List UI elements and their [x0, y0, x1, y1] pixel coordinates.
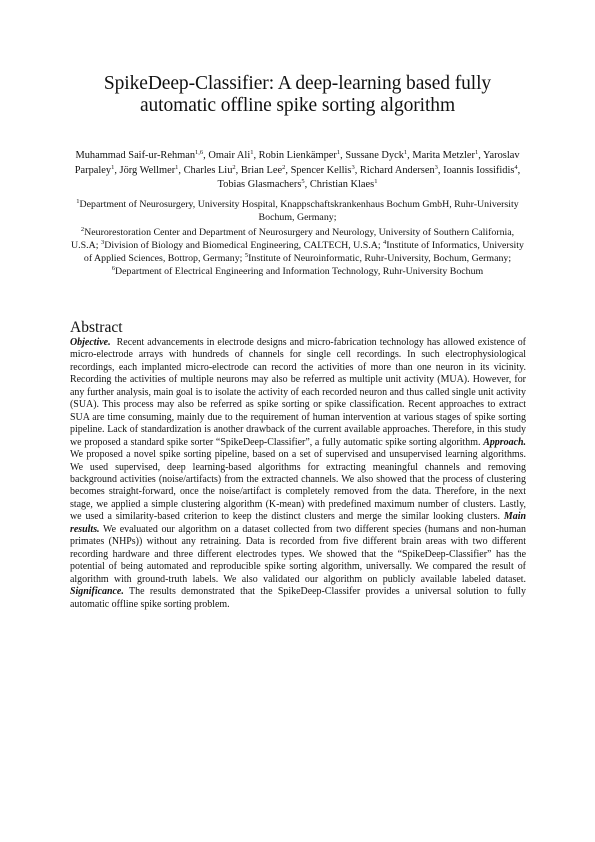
affiliation-mark: 2	[80, 225, 85, 233]
author-name: Yaroslav Parpaley	[74, 150, 520, 176]
paper-title: SpikeDeep-Classifier: A deep-learning based fully automatic offline spike sorting algorithm	[103, 73, 492, 116]
author-name: Brian Lee	[240, 164, 283, 176]
abstract-heading: Abstract	[70, 319, 123, 336]
affiliation-mark: 1	[76, 198, 80, 205]
author-name: Marita Metzler	[412, 150, 475, 161]
author-affiliation-mark: 3	[434, 163, 438, 171]
author-affiliation-mark: 3	[351, 163, 355, 171]
objective-label: Objective.	[70, 337, 111, 348]
significance-text: The results demonstrated that the SpikeDeep-Classifer provides a universal solution to fully automatic offline spike sorting problem.	[70, 586, 526, 610]
results-label: Main results.	[70, 511, 527, 535]
abstract-body	[70, 337, 526, 611]
author-name: Sussane Dyck	[345, 150, 404, 161]
author-affiliation-mark: 1	[403, 149, 408, 156]
affiliation-text: Department of Neurosurgery, University Hospital, Knappschaftskrankenhaus Bochum GmbH, Ruhr-University Bochum, Germany;	[79, 199, 519, 224]
approach-label: Approach.	[483, 436, 526, 448]
author-affiliation-mark: 4	[514, 163, 518, 171]
affiliation-paragraph	[66, 198, 529, 225]
author-name: Christian Klaes	[309, 179, 375, 190]
results-text: We evaluated our algorithm on a dataset collected from two different species (humans and non-human primates (NHPs)) without any retraining. Data is recorded from five different brain areas with two different recording hardware and three different electrodes types. We showed that the “SpikeDeep-Classifier” has the potential of being automated and reproducible spike sorting algorithm, universally. We compared the result of algorithm with ground-truth labels. We also validated our algorithm on publicly available labeled dataset.	[70, 523, 526, 585]
author-affiliation-mark: 1	[111, 163, 115, 171]
author-list: Muhammad Saif-ur-Rehman$^{1,6}$, Omair Ali$^1$, Robin Lienkämper$^1$, Sussane Dyck$^1$, Marita Metzler$^1$, Yaroslav Parpaley$^1$, Jörg Wellmer$^1$, Charles Liu$^2$, Brian Lee$^2$, Spencer Kellis$^3$, Richard Andersen$^3$, Ioannis Iossifidis$^4$, Tobias Glasmachers$^5$, Christian Klaes$^1$	[74, 149, 521, 190]
affiliation-text: Neurorestoration Center and Department of Neurosurgery and Neurology, University of Southern California, U.S.A;	[71, 226, 515, 251]
affiliation-paragraph	[66, 226, 529, 279]
author-name: Jörg Wellmer	[119, 164, 176, 176]
affiliation-text: Division of Biology and Biomedical Engineering, CALTECH, U.S.A;	[104, 239, 384, 251]
affiliation-text: Department of Electrical Engineering and Information Technology, Ruhr-University Bochum	[115, 266, 484, 278]
author-affiliation-mark: 1	[250, 149, 254, 156]
author-affiliation-mark: 5	[301, 178, 305, 185]
significance-label: Significance.	[70, 586, 124, 598]
author-name: Tobias Glasmachers	[217, 179, 302, 190]
author-affiliation-mark: 1,6	[195, 149, 204, 156]
affiliation-text: Institute of Informatics, University of Applied Sciences, Bottrop, Germany;	[83, 239, 524, 265]
affiliation-list	[66, 198, 529, 280]
author-affiliation-mark: 2	[282, 163, 286, 171]
affiliation-mark: 6	[111, 265, 116, 273]
author-affiliation-mark: 1	[336, 149, 341, 156]
author-affiliation-mark: 2	[232, 163, 236, 171]
affiliation-mark: 3	[100, 238, 105, 246]
author-name: Omair Ali	[208, 150, 251, 161]
author-name: Robin Lienkämper	[258, 150, 337, 161]
affiliation-text: Institute of Neuroinformatic, Ruhr-University, Bochum, Germany;	[248, 253, 512, 265]
author-name: Spencer Kellis	[290, 164, 352, 176]
author-affiliation-mark: 1	[175, 163, 179, 171]
author-name: Muhammad Saif-ur-Rehman	[75, 150, 196, 161]
affiliation-mark: 4	[383, 238, 387, 246]
affiliation-mark: 5	[244, 252, 249, 260]
author-name: Richard Andersen	[359, 164, 435, 176]
author-affiliation-mark: 1	[374, 178, 378, 185]
objective-text: Recent advancements in electrode designs and micro-fabrication technology has allowed existence of micro-electrode arrays with hundreds of channels for single cell recordings. In such electrophysiological recordings, each implanted micro-electrode can record the activities of more than one neuron in its vicinity. Recording the activities of multiple neurons may also be referred as multiple unit activity (MUA). However, for any further analysis, main goal is to isolate the activity of each recorded neuron and thus called single unit activity (SUA). This process may also be referred as spike sorting or spike classification. Recent approaches to extract SUA are time consuming, mainly due to the requirement of human intervention at various stages of spike sorting pipeline. Lack of standardization is another drawback of the current available approaches. Therefore, in this study we proposed a standard spike sorter “SpikeDeep-Classifier”, a fully automatic spike sorting algorithm.	[70, 337, 526, 448]
author-name: Charles Liu	[183, 164, 233, 176]
author-name: Ioannis Iossifidis	[443, 164, 515, 176]
author-affiliation-mark: 1	[474, 149, 479, 156]
approach-text: We proposed a novel spike sorting pipeline, based on a set of supervised and unsupervised learning algorithms. We used supervised, deep learning-based algorithms for extracting meaningful channels and removing background activities (noise/artifacts) from the extracted channels. We also showed that the process of clustering becomes straight-forward, once the noise/artifact is completely removed from the data. Therefore, in the next stage, we applied a simple clustering algorithm (K-mean) with predefined maximum number of clusters. Lastly, we used a similarity-based criterion to keep the distinct clusters and merge the similar looking clusters.	[70, 449, 526, 523]
